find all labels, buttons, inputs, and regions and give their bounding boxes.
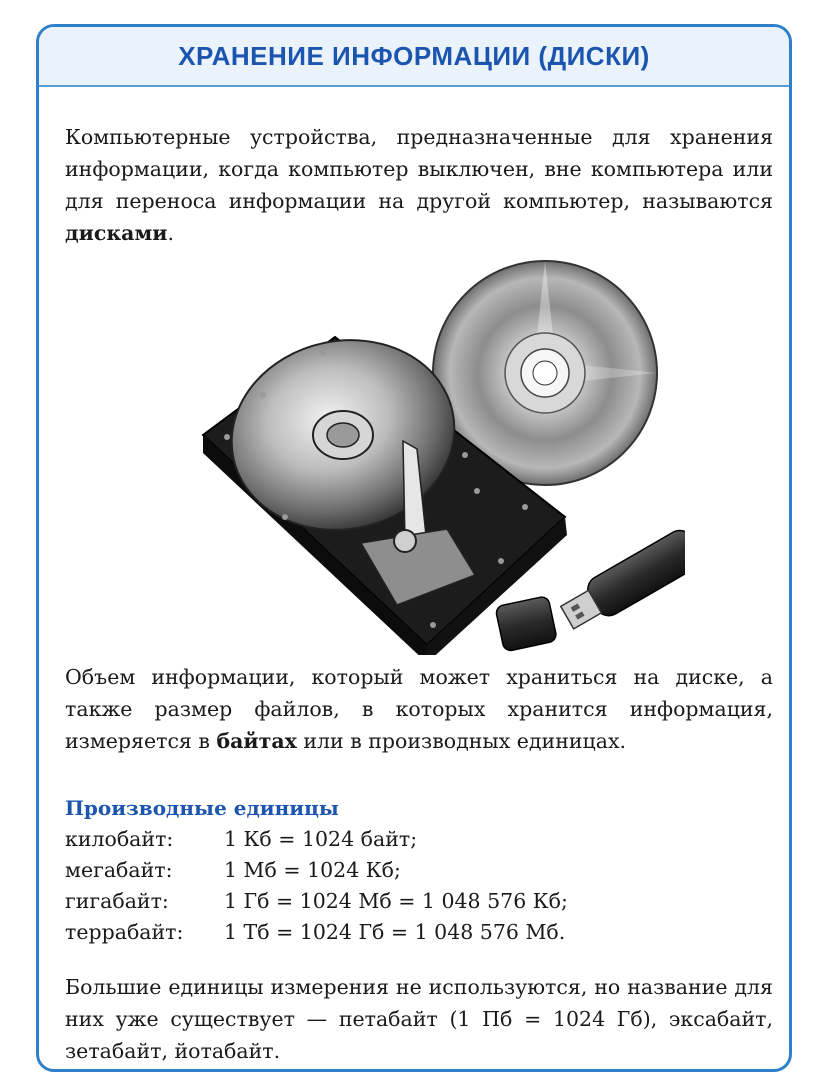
unit-name: мегабайт: bbox=[65, 858, 173, 882]
capacity-end: или в производных единицах. bbox=[296, 729, 627, 753]
unit-name: килобайт: bbox=[65, 827, 174, 851]
unit-value: 1 Тб = 1024 Гб = 1 048 576 Мб. bbox=[224, 920, 566, 944]
intro-bold-term: дисками bbox=[65, 221, 168, 245]
unit-name: террабайт: bbox=[65, 920, 184, 944]
capacity-text: Объем информации, который может храниться на диске, а также размер файлов, в которых хранится информация, измеряется в bbox=[65, 665, 773, 753]
unit-value: 1 Гб = 1024 Мб = 1 048 576 Кб; bbox=[224, 889, 568, 913]
unit-row bbox=[65, 824, 568, 855]
page-title: ХРАНЕНИЕ ИНФОРМАЦИИ (ДИСКИ) bbox=[178, 40, 650, 71]
unit-row bbox=[65, 855, 568, 886]
units-title: Производные единицы bbox=[65, 796, 339, 820]
intro-text: Компьютерные устройства, предназначенные для хранения информации, когда компьютер выключен, вне компьютера или для переноса информации на другой компьютер, называются bbox=[65, 125, 773, 213]
unit-row bbox=[65, 917, 568, 948]
intro-end: . bbox=[167, 221, 174, 245]
unit-value: 1 Мб = 1024 Кб; bbox=[224, 858, 401, 882]
units-section bbox=[65, 793, 568, 948]
unit-name: гигабайт: bbox=[65, 889, 169, 913]
large-units-paragraph: Большие единицы измерения не используются, но название для них уже существует — петабайт (1 Пб = 1024 Гб), эксабайт, зетабайт, йотабайт. bbox=[65, 975, 773, 1063]
capacity-bold-term: байтах bbox=[216, 729, 297, 753]
storage-devices-illustration bbox=[165, 245, 685, 655]
card-header bbox=[39, 27, 789, 87]
unit-value: 1 Кб = 1024 байт; bbox=[224, 827, 418, 851]
info-card bbox=[36, 24, 792, 1072]
capacity-paragraph bbox=[65, 661, 773, 757]
intro-paragraph bbox=[65, 121, 773, 249]
unit-row bbox=[65, 886, 568, 917]
